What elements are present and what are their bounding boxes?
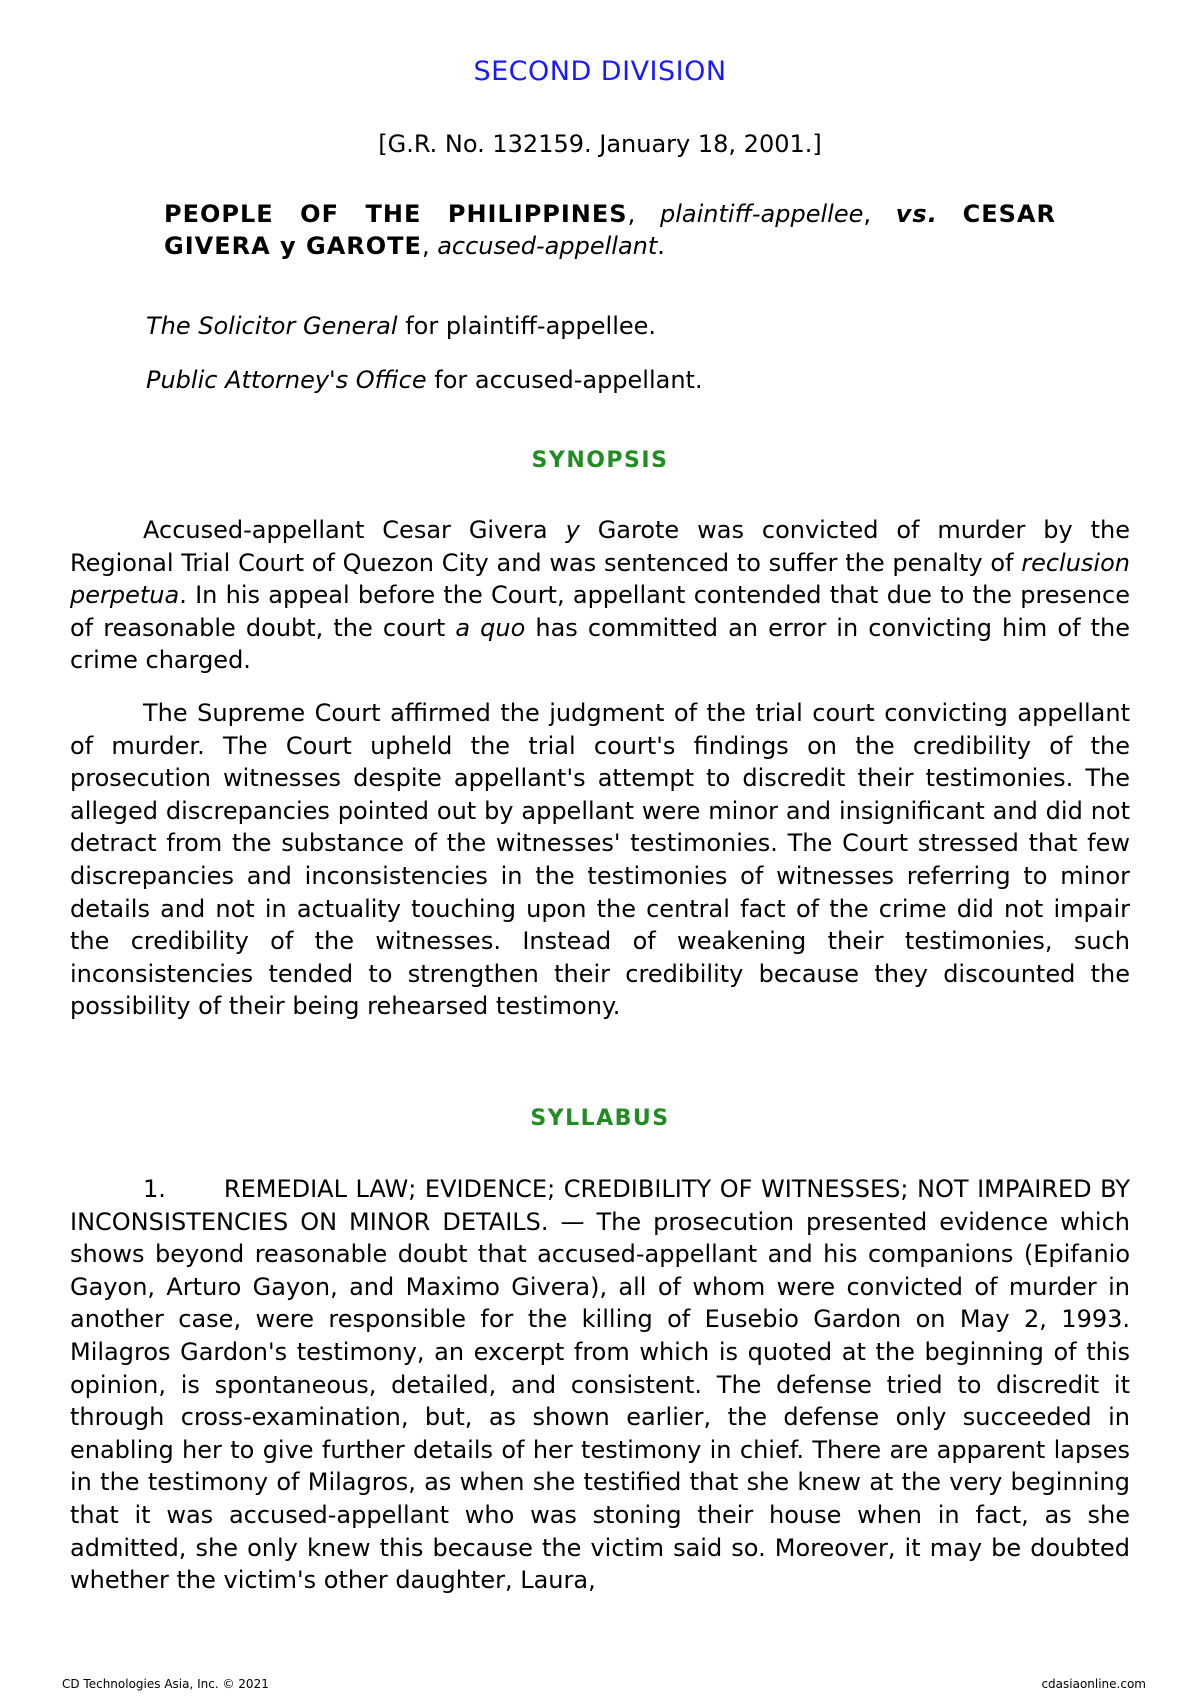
synopsis-paragraph-1 <box>70 514 1130 677</box>
syllabus-item-number: 1. <box>143 1175 166 1203</box>
plaintiff-counsel: The Solicitor General <box>146 312 398 340</box>
accused-counsel: Public Attorney's Office <box>146 366 427 394</box>
synopsis-paragraph-2 <box>70 697 1130 1023</box>
case-parties: PEOPLE OF THE PHILIPPINES, plaintiff-appellee, vs. CESAR GIVERA y GAROTE, accused-appellant. <box>164 200 1056 260</box>
plaintiff-role: plaintiff-appellee <box>660 200 864 228</box>
syllabus-heading: SYLLABUS <box>530 1106 670 1131</box>
synopsis-italic-aquo: a quo <box>455 613 526 642</box>
synopsis-heading: SYNOPSIS <box>531 448 669 473</box>
division-title: SECOND DIVISION <box>473 56 727 87</box>
plaintiff-name: PEOPLE OF THE PHILIPPINES <box>164 200 628 228</box>
accused-counsel-line <box>146 366 703 394</box>
syllabus-item-1 <box>70 1173 1130 1597</box>
synopsis-text: Garote was convicted of murder by the Regional Trial Court of Quezon City and was sentenced to suffer the penalty of <box>70 516 1131 577</box>
footer-copyright: CD Technologies Asia, Inc. © 2021 <box>62 1677 269 1691</box>
synopsis-italic-y: y <box>565 516 580 544</box>
accused-name: CESAR GIVERA y GAROTE <box>164 200 1056 260</box>
accused-counsel-suffix: for accused-appellant. <box>426 366 703 394</box>
synopsis-text: . In his appeal before the Court, appellant contended that due to the presence of reasonable doubt, the court <box>70 581 1130 642</box>
plaintiff-counsel-suffix: for plaintiff-appellee. <box>397 312 657 340</box>
synopsis-text: Accused-appellant Cesar Givera <box>143 516 566 544</box>
case-number: [G.R. No. 132159. January 18, 2001.] <box>378 130 822 158</box>
footer-website: cdasiaonline.com <box>1041 1677 1146 1691</box>
accused-role: accused-appellant <box>437 232 658 260</box>
plaintiff-counsel-line <box>146 312 656 340</box>
versus-label: vs. <box>895 200 938 228</box>
synopsis-text: has committed an error in convicting him of the crime charged. <box>70 613 1131 675</box>
synopsis-text: The Supreme Court affirmed the judgment of the trial court convicting appellant of murder. The Court upheld the trial court's findings on the credibility of the prosecution witnesses despite appellant's attempt to discredit their testimonies. The alleged discrepancies pointed out by appellant were minor and insignificant and did not detract from the substance of the witnesses' testimonies. The Court stressed that few discrepancies and inconsistencies in the testimonies of witnesses referring to minor details and not in actuality touching upon the central fact of the crime did not impair the credibility of the witnesses. Instead of weakening their testimonies, such inconsistencies tended to strengthen their credibility because they discounted the possibility of their being rehearsed testimony. <box>70 699 1130 1021</box>
synopsis-italic-penalty: reclusion perpetua <box>70 548 1130 610</box>
syllabus-item-text: REMEDIAL LAW; EVIDENCE; CREDIBILITY OF WITNESSES; NOT IMPAIRED BY INCONSISTENCIES ON MINOR DETAILS. — The prosecution presented evidence which shows beyond reasonable doubt that accused-appellant and his companions (Epifanio Gayon, Arturo Gayon, and Maximo Givera), all of whom were convicted of murder in another case, were responsible for the killing of Eusebio Gardon on May 2, 1993. Milagros Gardon's testimony, an excerpt from which is quoted at the beginning of this opinion, is spontaneous, detailed, and consistent. The defense tried to discredit it through cross-examination, but, as shown earlier, the defense only succeeded in enabling her to give further details of her testimony in chief. There are apparent lapses in the testimony of Milagros, as when she testified that she knew at the very beginning that it was accused-appellant who was stoning their house when in fact, as she admitted, she only knew this because the victim said so. Moreover, it may be doubted whether the victim's other daughter, Laura, <box>70 1175 1130 1595</box>
